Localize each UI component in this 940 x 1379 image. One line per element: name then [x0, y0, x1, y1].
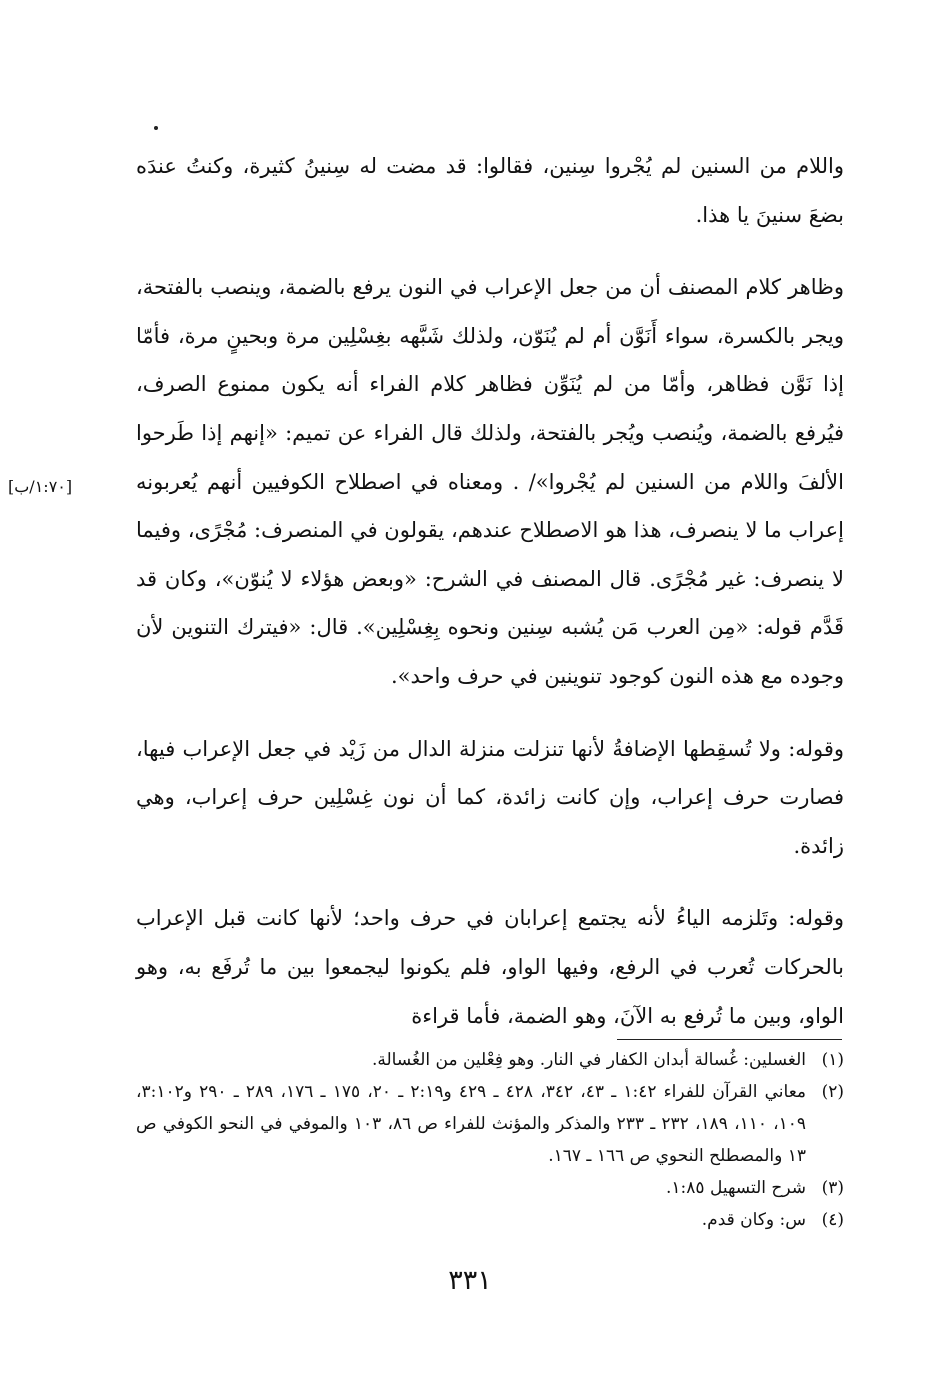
footnote-number: (٤) [821, 1210, 844, 1230]
footnote-3 [136, 1172, 844, 1204]
paragraph-3: وقوله: ولا تُسقِطها الإضافةُ لأنها تنزلت منزلة الدال من زَيْد في جعل الإعراب فيها، فصارت حرف إعراب، وإن كانت زائدة، كما أن نون غِسْلِين حرف إعراب، وهي زائدة. [136, 736, 844, 858]
footnotes [136, 1044, 844, 1236]
footnote-number: (١) [821, 1050, 844, 1070]
page-number: ٣٣١ [448, 1265, 492, 1296]
paragraph-4: وقوله: وتَلزمه الياءُ لأنه يجتمع إعرابان في حرف واحد؛ لأنها كانت قبل الإعراب بالحركات تُعرب في الرفع، وفيها الواو، فلم يكونوا ليجمعوا بين ما تُرفَع به، وهو الواو، وبين ما تُرفع به الآنَ، وهو الضمة، فأما قراءة [136, 906, 844, 1028]
stray-dot [154, 126, 158, 130]
main-text [136, 142, 844, 1040]
footnote-text: شرح التسهيل ١:٨٥. [666, 1178, 806, 1198]
footnote-text: الغسلين: غُسالة أبدان الكفار في النار. وهو فِعْلين من الغُسالة. [371, 1050, 806, 1070]
footnote-separator [617, 1039, 842, 1040]
footnote-text: معاني القرآن للفراء ١:٤٢ ـ ٤٣، ٣٤٢، ٤٢٨ ـ ٤٢٩ و٢:١٩ ـ ٢٠، ١٧٥ ـ ١٧٦، ٢٨٩ ـ ٢٩٠ و٣:١٠٢، ١٠٩، ١١٠، ١٨٩، ٢٣٢ ـ ٢٣٣ والمذكر والمؤنث للفراء ص ٨٦، ١٠٣ والموفي في النحو الكوفي ص ١٣ والمصطلح النحوي ص ١٦٦ ـ ١٦٧. [136, 1082, 807, 1166]
footnote-4 [136, 1204, 844, 1236]
manuscript-margin-note: [١:٧٠/ب] [8, 477, 73, 496]
footnote-1 [136, 1044, 844, 1076]
paragraph-1: واللام من السنين لم يُجْروا سِنين، فقالوا: قد مضت له سِنينُ كثيرة، وكنتُ عندَه بضعَ سنينَ يا هذا. [136, 154, 844, 227]
footnote-number: (٢) [821, 1082, 844, 1102]
footnote-text: س: وكان قدم. [701, 1210, 806, 1230]
footnote-number: (٣) [821, 1178, 844, 1198]
paragraph-2: وظاهر كلام المصنف أن من جعل الإعراب في النون يرفع بالضمة، وينصب بالفتحة، ويجر بالكسرة، سواء أَنَوَّن أم لم يُنَوّن، ولذلك شَبَّهه بغِسْلِين مرة وبحينٍ مرة، فأمّا إذا نَوَّن فظاهر، وأمّا من لم يُنَوِّن فظاهر كلام الفراء أنه يكون ممنوع الصرف، فيُرفع بالضمة، ويُنصب ويُجر بالفتحة، ولذلك قال الفراء عن تميم: «إنهم إذا طَرحوا الألفَ واللام من السنين لم يُجْروا»/ . ومعناه في اصطلاح الكوفيين أنهم يُعربونه إعراب ما لا ينصرف، هذا هو الاصطلاح عندهم، يقولون في المنصرف: مُجْرًى، وفيما لا ينصرف: غير مُجْرًى. قال المصنف في الشرح: «وبعض هؤلاء لا يُنوّن»، وكان قد قَدَّم قوله: «مِن العرب مَن يُشبه سِنين ونحوه بِغِسْلِين». قال: «فيترك التنوين لأن وجوده مع هذه النون كوجود تنوينين في حرف واحد». [136, 275, 844, 688]
footnote-2 [136, 1076, 844, 1172]
